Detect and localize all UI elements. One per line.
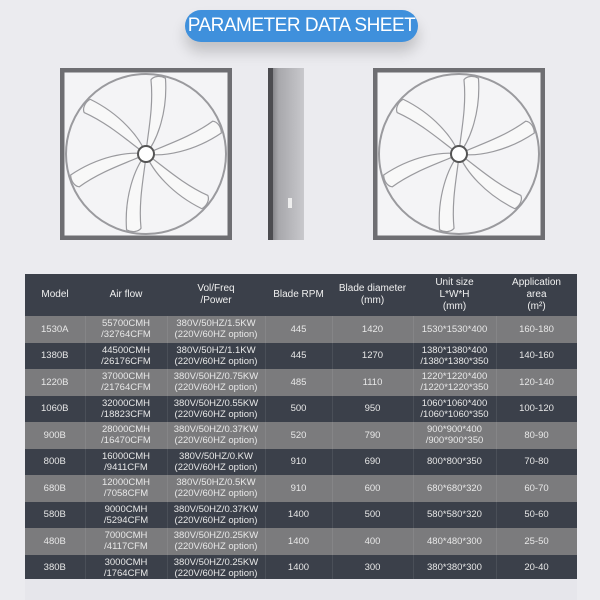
table-cell: 900*900*400 /900*900*350	[413, 422, 496, 449]
table-cell: 1380B	[25, 343, 85, 370]
table-cell: 20-40	[496, 555, 577, 582]
table-row	[25, 502, 577, 529]
table-cell: 380V/50HZ/1.5KW (220V/60HZ option)	[167, 316, 265, 343]
table-cell: 1060B	[25, 396, 85, 423]
table-cell: 520	[265, 422, 332, 449]
table-cell: 380V/50HZ/0.75KW (220V/60HZ option)	[167, 369, 265, 396]
table-cell: 790	[332, 422, 413, 449]
column-header: Vol/Freq /Power	[167, 274, 265, 316]
table-cell: 1270	[332, 343, 413, 370]
table-cell: 100-120	[496, 396, 577, 423]
column-header: Blade diameter (mm)	[332, 274, 413, 316]
table-cell: 400	[332, 528, 413, 555]
column-header: Application area (m²)	[496, 274, 577, 316]
table-row	[25, 475, 577, 502]
column-header: Blade RPM	[265, 274, 332, 316]
table-cell: 140-160	[496, 343, 577, 370]
table-cell: 485	[265, 369, 332, 396]
column-header: Model	[25, 274, 85, 316]
table-cell: 900B	[25, 422, 85, 449]
table-cell: 55700CMH /32764CFM	[85, 316, 167, 343]
table-cell: 690	[332, 449, 413, 476]
table-cell: 50-60	[496, 502, 577, 529]
table-cell: 28000CMH /16470CFM	[85, 422, 167, 449]
table-row	[25, 316, 577, 343]
table-cell: 500	[332, 502, 413, 529]
table-row	[25, 528, 577, 555]
table-cell: 680*680*320	[413, 475, 496, 502]
table-cell: 380V/50HZ/1.1KW (220V/60HZ option)	[167, 343, 265, 370]
table-cell: 380V/50HZ/0.37KW (220V/60HZ option)	[167, 502, 265, 529]
table-row	[25, 422, 577, 449]
table-cell: 1530A	[25, 316, 85, 343]
table-cell: 1110	[332, 369, 413, 396]
table-cell: 160-180	[496, 316, 577, 343]
fan-side-image	[266, 68, 306, 240]
table-cell: 25-50	[496, 528, 577, 555]
fan-front-image	[60, 68, 232, 240]
table-cell: 7000CMH /4117CFM	[85, 528, 167, 555]
table-cell: 950	[332, 396, 413, 423]
column-header: Unit size L*W*H (mm)	[413, 274, 496, 316]
table-cell: 1220*1220*400 /1220*1220*350	[413, 369, 496, 396]
table-cell: 580*580*320	[413, 502, 496, 529]
table-row	[25, 555, 577, 582]
table-cell: 380B	[25, 555, 85, 582]
table-cell: 380*380*300	[413, 555, 496, 582]
table-cell: 1420	[332, 316, 413, 343]
table-cell: 1400	[265, 528, 332, 555]
table-cell: 445	[265, 316, 332, 343]
table-cell: 1380*1380*400 /1380*1380*350	[413, 343, 496, 370]
table-row	[25, 369, 577, 396]
table-cell: 44500CMH /26176CFM	[85, 343, 167, 370]
column-header: Air flow	[85, 274, 167, 316]
table-cell: 800*800*350	[413, 449, 496, 476]
table-cell: 580B	[25, 502, 85, 529]
table-cell: 12000CMH /7058CFM	[85, 475, 167, 502]
table-cell: 910	[265, 475, 332, 502]
table-cell: 445	[265, 343, 332, 370]
table-cell: 380V/50HZ/0.25KW (220V/60HZ option)	[167, 555, 265, 582]
table-cell: 300	[332, 555, 413, 582]
table-cell: 380V/50HZ/0.KW (220V/60HZ option)	[167, 449, 265, 476]
table-cell: 1530*1530*400	[413, 316, 496, 343]
table-cell: 60-70	[496, 475, 577, 502]
table-cell: 1400	[265, 555, 332, 582]
table-cell: 380V/50HZ/0.55KW (220V/60HZ option)	[167, 396, 265, 423]
table-cell: 480*480*300	[413, 528, 496, 555]
table-row	[25, 396, 577, 423]
page-title: PARAMETER DATA SHEET	[185, 10, 418, 42]
table-cell: 120-140	[496, 369, 577, 396]
table-cell: 910	[265, 449, 332, 476]
table-cell: 680B	[25, 475, 85, 502]
parameter-table	[25, 274, 578, 581]
bottom-band	[25, 579, 577, 600]
table-cell: 3000CMH /1764CFM	[85, 555, 167, 582]
fan-front-image-2	[373, 68, 545, 240]
table-cell: 32000CMH /18823CFM	[85, 396, 167, 423]
table-cell: 380V/50HZ/0.5KW (220V/60HZ option)	[167, 475, 265, 502]
table-cell: 9000CMH /5294CFM	[85, 502, 167, 529]
table-cell: 16000CMH /9411CFM	[85, 449, 167, 476]
table-cell: 1220B	[25, 369, 85, 396]
table-cell: 800B	[25, 449, 85, 476]
table-cell: 380V/50HZ/0.37KW (220V/60HZ option)	[167, 422, 265, 449]
table-row	[25, 343, 577, 370]
table-cell: 380V/50HZ/0.25KW (220V/60HZ option)	[167, 528, 265, 555]
table-cell: 70-80	[496, 449, 577, 476]
table-cell: 37000CMH /21764CFM	[85, 369, 167, 396]
table-cell: 1060*1060*400 /1060*1060*350	[413, 396, 496, 423]
table-cell: 600	[332, 475, 413, 502]
table-cell: 80-90	[496, 422, 577, 449]
table-row	[25, 449, 577, 476]
table-cell: 480B	[25, 528, 85, 555]
table-cell: 500	[265, 396, 332, 423]
table-cell: 1400	[265, 502, 332, 529]
